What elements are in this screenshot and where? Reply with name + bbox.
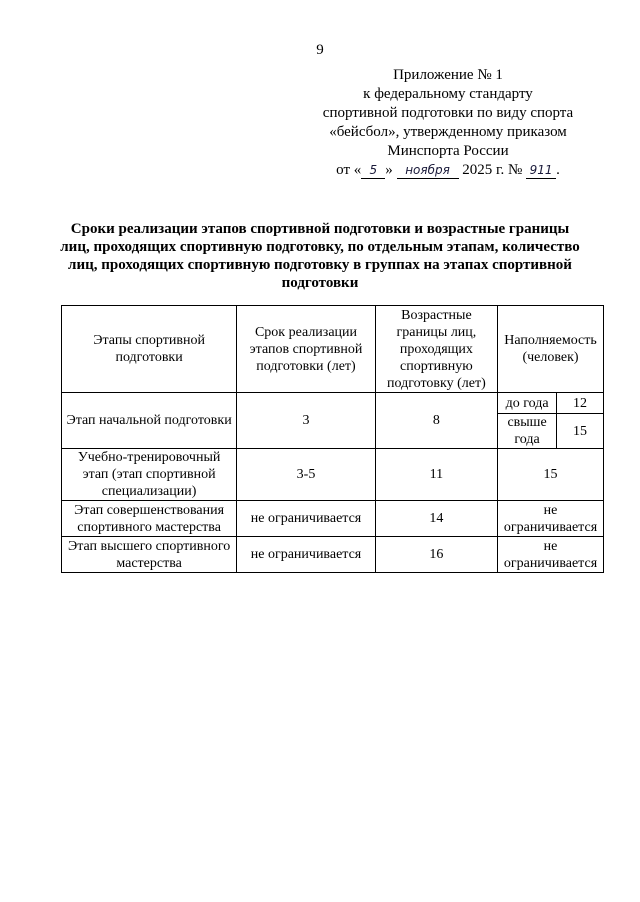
stage-term: 3	[237, 393, 376, 449]
header-capacity: Наполняемость (человек)	[498, 306, 604, 393]
handwritten-month: ноября	[397, 163, 459, 179]
table-row	[62, 537, 604, 573]
capacity-sub-label: свыше года	[498, 414, 557, 449]
stage-term: не ограничивается	[237, 501, 376, 537]
stage-name: Этап начальной подготовки	[62, 393, 237, 449]
header-stages: Этапы спортивной подготовки	[62, 306, 237, 393]
table-header-row	[62, 306, 604, 393]
table-row	[62, 501, 604, 537]
header-term: Срок реализации этапов спортивной подготовки (лет)	[237, 306, 376, 393]
stage-name: Этап совершенствования спортивного мастерства	[62, 501, 237, 537]
capacity-sub-value: 15	[557, 414, 604, 449]
stage-age: 11	[375, 449, 497, 501]
stages-table	[61, 305, 604, 573]
document-title: Сроки реализации этапов спортивной подготовки и возрастные границы лиц, проходящих спортивную подготовку, по отдельным этапам, количество лиц, проходящих спортивную подготовку в группах на этапах спортивной подготовки	[60, 221, 580, 291]
handwritten-day: 5	[361, 163, 385, 179]
stage-capacity: 15	[498, 449, 604, 501]
stage-age: 16	[375, 537, 497, 573]
appendix-block	[288, 66, 608, 180]
page-number: 9	[316, 42, 324, 58]
capacity-sub-label: до года	[498, 393, 557, 414]
table-row	[62, 393, 604, 414]
appendix-line-2: к федеральному стандарту	[363, 86, 533, 102]
stage-name: Учебно-тренировочный этап (этап спортивной специализации)	[62, 449, 237, 501]
date-prefix: от «	[336, 162, 362, 178]
appendix-line-4: «бейсбол», утвержденному приказом	[329, 124, 567, 140]
order-date-line: от « 5 » ноября 2025 г. № 911 .	[336, 162, 560, 178]
handwritten-order-number: 911	[526, 163, 556, 179]
table-row	[62, 449, 604, 501]
stage-capacity: не ограничивается	[498, 501, 604, 537]
stage-age: 14	[375, 501, 497, 537]
header-age: Возрастные границы лиц, проходящих спортивную подготовку (лет)	[375, 306, 497, 393]
appendix-line-5: Минспорта России	[387, 143, 509, 159]
date-quote-close: »	[385, 162, 393, 178]
appendix-line-1: Приложение № 1	[393, 67, 503, 83]
capacity-sub-value: 12	[557, 393, 604, 414]
stage-term: 3-5	[237, 449, 376, 501]
appendix-line-3: спортивной подготовки по виду спорта	[322, 105, 574, 121]
stage-name: Этап высшего спортивного мастерства	[62, 537, 237, 573]
stage-term: не ограничивается	[237, 537, 376, 573]
date-year-text: 2025 г. №	[462, 162, 523, 178]
stage-capacity: не ограничивается	[498, 537, 604, 573]
stage-age: 8	[375, 393, 497, 449]
